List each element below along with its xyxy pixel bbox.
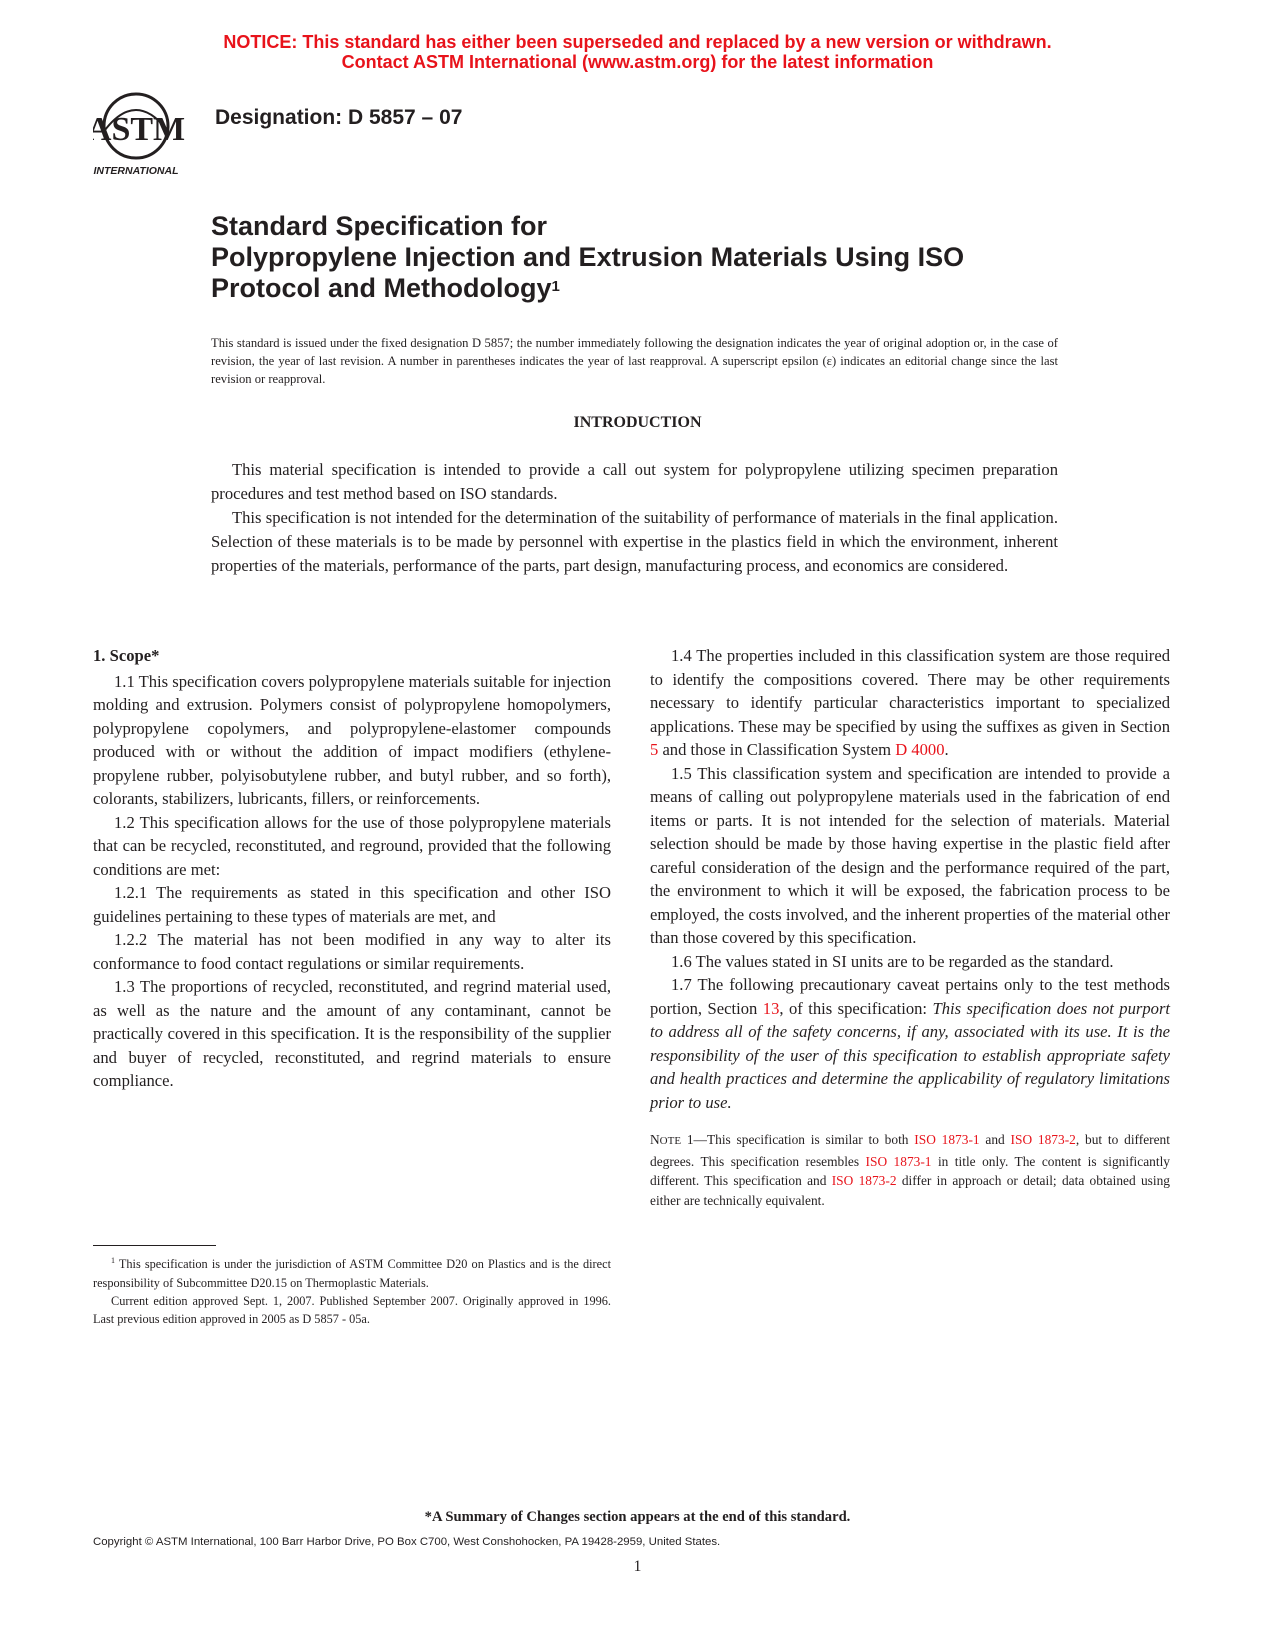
- section-1-6: 1.6 The values stated in SI units are to be regarded as the standard.: [671, 951, 1114, 971]
- right-column: [650, 644, 1170, 1210]
- section-1-2-1: 1.2.1 The requirements as stated in this specification and other ISO guidelines pertaining to these types of materials are met, and: [93, 883, 611, 926]
- logo-subtext: INTERNATIONAL: [93, 165, 179, 177]
- section-1-3: 1.3 The proportions of recycled, reconstituted, and regrind material used, as well as the nature and the amount of any contaminant, cannot be practically covered in this specification. It is the responsibility of the supplier and buyer of recycled, reconstituted, and regrind materials to ensure compliance.: [93, 977, 611, 1090]
- note-text: 1—This specification is similar to both: [681, 1132, 915, 1147]
- safety-caveat: This specification does not purport to address all of the safety concerns, if any, associated with its use. It is the responsibility of the user of this specification to establish appropriate safety and health practices and determine the applicability of regulatory limitations prior to use.: [650, 998, 1171, 1112]
- section-1-4-text: 1.4 The properties included in this classification system are those required to identify the compositions covered. There may be other requirements necessary to identify particular characteristics important to specialized applications. These may be specified by using the suffixes as given in Section: [650, 646, 1170, 736]
- section-1-4-text-2: and those in Classification System: [658, 740, 896, 759]
- notice-line-2: Contact ASTM International (www.astm.org) for the latest information: [341, 52, 934, 72]
- title-footnote-mark: 1: [551, 278, 560, 295]
- title-line-2: Polypropylene Injection and Extrusion Materials Using ISO: [211, 242, 965, 272]
- title-line-1: Standard Specification for: [211, 211, 548, 241]
- footnote-rule: [93, 1245, 216, 1246]
- iso-1873-1-link-2[interactable]: ISO 1873-1: [865, 1153, 932, 1169]
- footnotes: [93, 1252, 611, 1329]
- introduction: [211, 458, 1058, 578]
- footnote-mark: 1: [111, 1256, 115, 1265]
- footnote-1-text: This specification is under the jurisdiction of ASTM Committee D20 on Plastics and is the direct responsibility of Subcommittee D20.15 on Thermoplastic Materials.: [93, 1257, 611, 1290]
- copyright: Copyright © ASTM International, 100 Barr Harbor Drive, PO Box C700, West Conshohocken, PA 19428-2959, United States.: [93, 1536, 721, 1548]
- note-1: [650, 1130, 1170, 1210]
- scope-heading: 1. Scope*: [93, 646, 160, 665]
- section-1-7-text-2: , of this specification:: [779, 998, 933, 1018]
- note-text-4: in title only. The content is significantly different. This specification and: [650, 1153, 1170, 1189]
- iso-1873-2-link-2[interactable]: ISO 1873-2: [831, 1173, 897, 1189]
- section-1-1: 1.1 This specification covers polypropylene materials suitable for injection molding and extrusion. Polymers consist of polypropylene homopolymers, polypropylene copolymers, and polypropylene-elastomer compounds produced with or without the addition of impact modifiers (ethylene-propylene rubber, polyisobutylene rubber, and butyl rubber, and so forth), colorants, stabilizers, lubricants, fillers, or reinforcements.: [93, 671, 611, 808]
- introduction-paragraph-1: This material specification is intended to provide a call out system for polypropylene utilizing specimen preparation procedures and test method based on ISO standards.: [211, 460, 1058, 503]
- section-1-7: [650, 973, 1170, 1114]
- summary-of-changes-note: *A Summary of Changes section appears at the end of this standard.: [424, 1509, 851, 1525]
- issuance-note: This standard is issued under the fixed designation D 5857; the number immediately following the designation indicates the year of original adoption or, in the case of revision, the year of last revision. A number in parentheses indicates the year of last reapproval. A superscript epsilon (ε) indicates an editorial change since the last revision or reapproval.: [211, 336, 1058, 387]
- note-text-5: differ in approach or detail; data obtained using either are technically equivalent.: [650, 1173, 1170, 1208]
- note-text-2: and: [979, 1132, 1011, 1147]
- footnote-1: [93, 1252, 611, 1292]
- d4000-link[interactable]: D 4000: [895, 740, 945, 759]
- section-1-4-text-3: .: [944, 740, 949, 759]
- title-line-3: Protocol and Methodology: [211, 273, 552, 303]
- designation: Designation: D 5857 – 07: [215, 106, 463, 129]
- logo-text: ASTM: [93, 111, 186, 148]
- section-1-2: 1.2 This specification allows for the use of those polypropylene materials that can be recycled, reconstituted, and reground, provided that the following conditions are met:: [93, 812, 611, 879]
- left-column: [93, 644, 611, 1093]
- iso-1873-1-link[interactable]: ISO 1873-1: [914, 1132, 980, 1147]
- note-label-first: N: [650, 1132, 660, 1147]
- document-title: [211, 211, 1091, 304]
- section-1-4: [650, 644, 1170, 762]
- astm-logo: [93, 86, 201, 182]
- page-number: 1: [633, 1558, 642, 1575]
- withdrawn-notice: [0, 32, 1275, 72]
- note-label-rest: OTE: [659, 1135, 682, 1147]
- iso-1873-2-link[interactable]: ISO 1873-2: [1010, 1132, 1076, 1147]
- section-13-link[interactable]: 13: [762, 998, 780, 1018]
- notice-line-1: NOTICE: This standard has either been superseded and replaced by a new version or withdrawn.: [223, 32, 1052, 52]
- introduction-heading: INTRODUCTION: [573, 414, 702, 431]
- footnote-2: Current edition approved Sept. 1, 2007. Published September 2007. Originally approved in 1996. Last previous edition approved in 2005 as D 5857 - 05a.: [93, 1293, 611, 1327]
- introduction-paragraph-2: This specification is not intended for the determination of the suitability of performance of materials in the final application. Selection of these materials is to be made by personnel with expertise in the plastics field in which the environment, inherent properties of the materials, performance of the parts, part design, manufacturing process, and economics are considered.: [211, 508, 1058, 575]
- section-1-2-2: 1.2.2 The material has not been modified in any way to alter its conformance to food contact regulations or similar requirements.: [93, 930, 611, 973]
- section-1-5: 1.5 This classification system and specification are intended to provide a means of calling out polypropylene materials used in the fabrication of end items or parts. It is not intended for the selection of materials. Material selection should be made by those having expertise in the plastic field after careful consideration of the design and the performance required of the part, the environment to which it will be exposed, the fabrication process to be employed, the costs involved, and the inherent properties of the material other than those covered by this specification.: [650, 763, 1170, 947]
- note-text-3: , but to different degrees. This specification resembles: [650, 1132, 1170, 1169]
- section-5-link[interactable]: 5: [650, 740, 659, 759]
- section-1-7-text: 1.7 The following precautionary caveat pertains only to the test methods portion, Section: [650, 975, 1170, 1018]
